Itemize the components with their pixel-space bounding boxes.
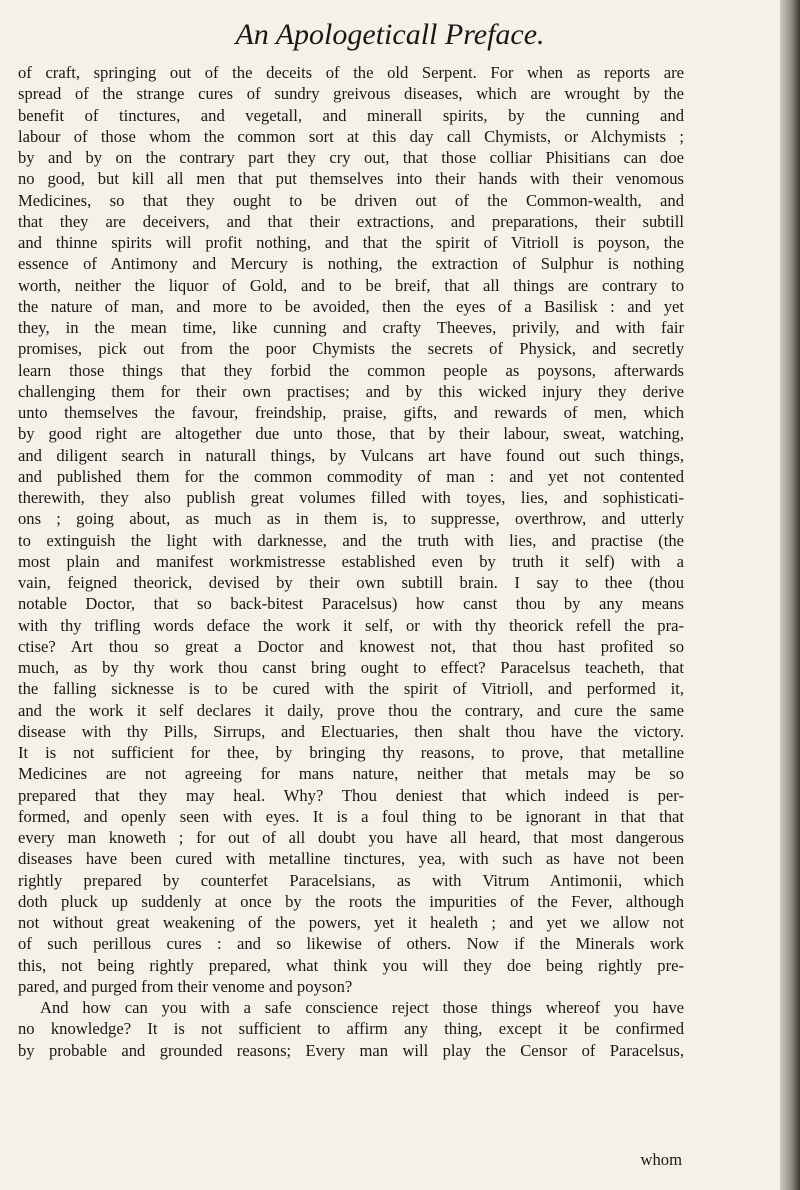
text-line: learn those things that they forbid the common people as poysons, afterwards xyxy=(18,360,684,380)
text-line: much, as by thy work thou canst bring ought to effect? Paracelsus teacheth, that xyxy=(18,658,684,677)
text-line: prepared that they may heal. Why? Thou deniest that which indeed is per- xyxy=(18,785,684,805)
running-header: An Apologeticall Preface. xyxy=(235,18,545,51)
text-line: most plain and manifest workmistresse established even by truth it self) with a xyxy=(18,551,684,571)
text-line: formed, and openly seen with eyes. It is a foul thing to be ignorant in that that xyxy=(18,806,684,826)
text-line: by probable and grounded reasons; Every man will play the Censor of Paracelsus, xyxy=(18,1040,684,1060)
text-line: and the work it self declares it daily, prove thou the contrary, and cure the same xyxy=(18,700,684,720)
text-line: every man knoweth ; for out of all doubt you have all heard, that most dangerous xyxy=(18,828,684,847)
text-line: unto themselves the favour, freindship, praise, gifts, and rewards of men, which xyxy=(18,403,684,422)
text-line: no good, but kill all men that put themselves into their hands with their venomous xyxy=(18,169,684,189)
text-line: of such perillous cures : and so likewise of others. Now if the Minerals work xyxy=(18,934,684,954)
text-line: that they are deceivers, and that their extractions, and preparations, their subtill xyxy=(18,211,684,231)
text-line: to extinguish the light with darknesse, and the truth with lies, and practise (the xyxy=(18,530,684,550)
text-line: by and by on the contrary part they cry out, that those colliar Phisitians can doe xyxy=(18,148,684,167)
text-line: It is not sufficient for thee, by bringing thy reasons, to prove, that metalline xyxy=(18,743,684,762)
text-line: pared, and purged from their venome and poyson? xyxy=(18,976,353,996)
text-line: disease with thy Pills, Sirrups, and Electuaries, then shalt thou have the victory. xyxy=(18,721,684,741)
text-line: promises, pick out from the poor Chymists the secrets of Physick, and secretly xyxy=(18,339,684,359)
book-spine-shadow xyxy=(780,0,800,1190)
text-line: doth pluck up suddenly at once by the roots the impurities of the Fever, although xyxy=(18,891,684,911)
text-line: no knowledge? It is not sufficient to affirm any thing, except it be confirmed xyxy=(18,1019,684,1039)
text-line: not without great weakening of the powers, yet it healeth ; and yet we allow not xyxy=(18,913,684,932)
text-line: and diligent search in naturall things, by Vulcans art have found out such things, xyxy=(18,445,684,465)
text-line: they, in the mean time, like cunning and crafty Theeves, privily, and with fair xyxy=(18,318,684,337)
text-line: therewith, they also publish great volumes filled with toyes, lies, and sophisticati- xyxy=(18,488,684,507)
text-line: And how can you with a safe conscience reject those things whereof you have xyxy=(40,998,684,1017)
text-line: by good right are altogether due unto those, that by their labour, sweat, watching, xyxy=(18,424,684,444)
text-line: ons ; going about, as much as in them is, to suppresse, overthrow, and utterly xyxy=(18,509,684,529)
text-line: notable Doctor, that so back-bitest Paracelsus) how canst thou by any means xyxy=(18,594,684,614)
text-line: spread of the strange cures of sundry greivous diseases, which are wrought by the xyxy=(18,84,684,104)
text-line: the nature of man, and more to be avoided, then the eyes of a Basilisk : and yet xyxy=(18,296,684,316)
text-line: and published them for the common commodity of man : and yet not contented xyxy=(18,466,684,486)
text-line: essence of Antimony and Mercury is nothing, the extraction of Sulphur is nothing xyxy=(18,254,684,274)
text-line: Medicines, so that they ought to be driven out of the Common-wealth, and xyxy=(18,190,684,210)
text-line: rightly prepared by counterfet Paracelsians, as with Vitrum Antimonii, which xyxy=(18,870,684,890)
text-line: and thinne spirits will profit nothing, and that the spirit of Vitrioll is poyson, the xyxy=(18,233,684,252)
text-line: vain, feigned theorick, devised by their own subtill brain. I say to thee (thou xyxy=(18,573,684,592)
text-line: benefit of tinctures, and vegetall, and minerall spirits, by the cunning and xyxy=(18,105,684,125)
text-line: this, not being rightly prepared, what think you will they doe being rightly pre- xyxy=(18,955,684,975)
text-line: ctise? Art thou so great a Doctor and knowest not, that thou hast profited so xyxy=(18,636,684,656)
text-line: worth, neither the liquor of Gold, and to be breif, that all things are contrary to xyxy=(18,275,684,295)
catchword: whom xyxy=(640,1150,682,1169)
text-line: labour of those whom the common sort at this day call Chymists, or Alchymists ; xyxy=(18,126,684,146)
text-line: diseases have been cured with metalline tinctures, yea, with such as have not been xyxy=(18,849,684,869)
body-text xyxy=(18,62,684,1061)
text-line: with thy trifling words deface the work it self, or with thy theorick refell the pra- xyxy=(18,615,684,635)
text-line: the falling sicknesse is to be cured with the spirit of Vitrioll, and performed it, xyxy=(18,679,684,699)
text-line: challenging them for their own practises; and by this wicked injury they derive xyxy=(18,381,684,401)
text-line: Medicines are not agreeing for mans nature, neither that metals may be so xyxy=(18,764,684,784)
text-line: of craft, springing out of the deceits of the old Serpent. For when as reports are xyxy=(18,63,684,82)
